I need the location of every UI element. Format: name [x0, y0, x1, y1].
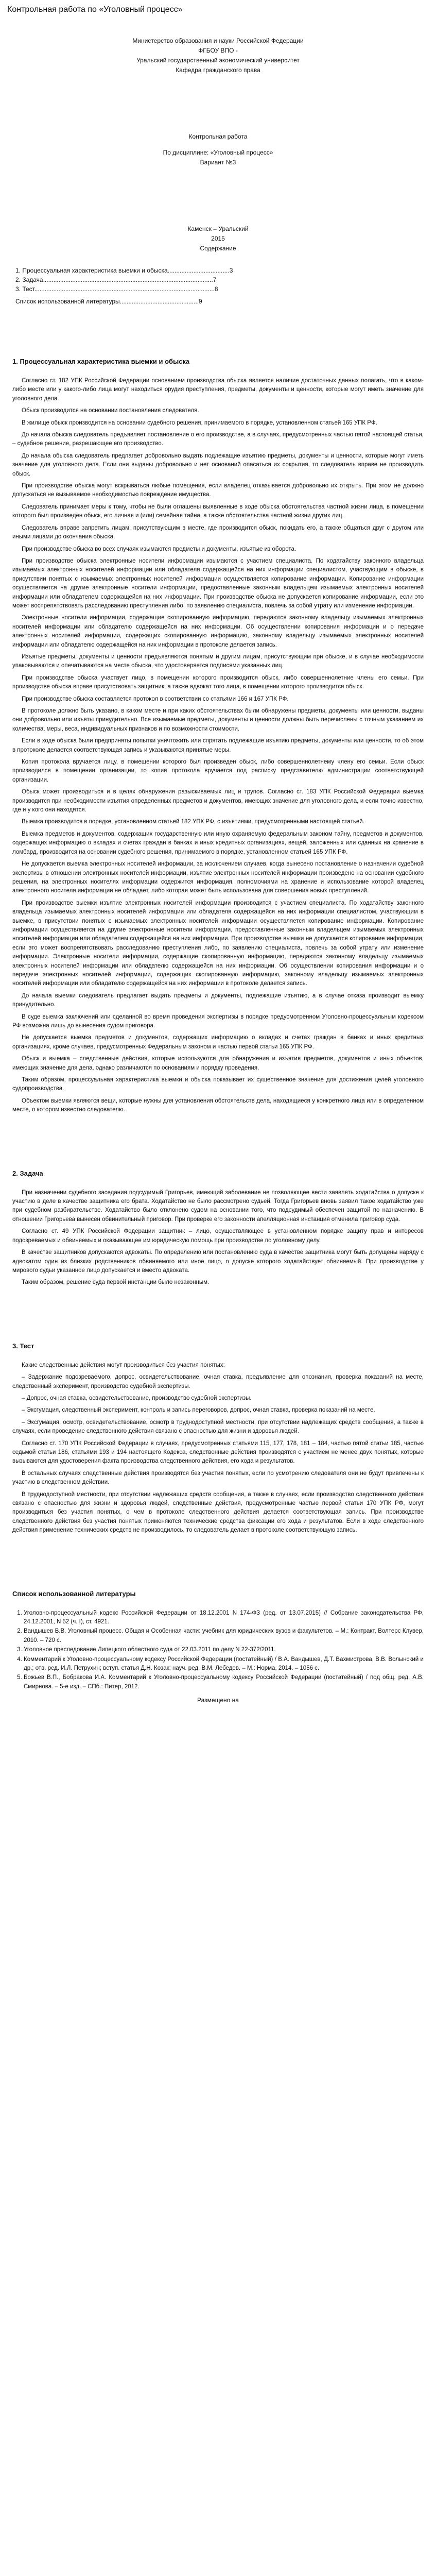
section-title: 3. Тест: [12, 1342, 34, 1350]
section-title: 2. Задача: [12, 1169, 43, 1177]
paragraph: Выемка предметов и документов, содержащих государственную или иную охраняемую федеральным законом тайну, предметов и документов, содержащих информацию о вкладах и счетах граждан в банках и иных кредитных организациях, вещей, заложенных или сданных на хранение в ломбард, производится на основании судебного решения, принимаемого в порядке, установленном статьей 165 УПК РФ.: [12, 831, 424, 855]
paragraph: Обыск может производиться и в целях обнаружения разыскиваемых лиц и трупов. Согласно ст. 183 УПК Российской Федерации выемка производится при необходимости изъятия определенных предметов и документов, имеющих значение для уголовного дела, и если точно известно, где и у кого они находятся.: [12, 789, 424, 814]
title-page-work: [12, 132, 424, 167]
paragraph: Согласно ст. 182 УПК Российской Федерации основанием производства обыска является наличие достаточных данных полагать, что в каком-либо месте или у какого-либо лица могут находиться орудия преступления, предметы, документы и ценности, которые могут иметь значение для уголовного дела.: [12, 378, 424, 402]
section-title: 1. Процессуальная характеристика выемки и обыска: [12, 358, 190, 365]
paragraph: Какие следственные действия могут производиться без участия понятых:: [22, 1362, 225, 1368]
paragraph: В жилище обыск производится на основании судебного решения, принимаемого в порядке, установленном статьей 165 УПК РФ.: [22, 419, 377, 426]
reference-item: 2. Вандышев В.В. Уголовный процесс. Общая и Особенная части: учебник для юридических вузов и факультетов. – М.: Контракт, Волтерс Клувер, 2010. – 720 с.: [24, 1627, 424, 1645]
discipline: По дисциплине: «Уголовный процесс»: [163, 149, 273, 156]
contents-label: Содержание: [200, 245, 236, 252]
paragraph: При производстве обыска электронные носители информации изымаются с участием специалиста. По ходатайству законного владельца изымаемых электронных носителей информации или обладателя содержащейся на них информации специалистом, участвующим в обыске, в присутствии понятых с изымаемых электронных носителей информации осуществляется копирование информации. Копирование информации осуществляется на другие электронные носители информации, предоставленные законным владельцем изымаемых электронных носителей информации или обладателем содержащейся на них информации. При производстве обыска не допускается копирование информации, если это может воспрепятствовать расследованию преступления либо, по заявлению специалиста, повлечь за собой утрату или изменение информации.: [12, 557, 424, 609]
page-title: Контрольная работа по «Уголовный процесс»: [7, 5, 183, 14]
paragraph: Если в ходе обыска были предприняты попытки уничтожить или спрятать подлежащие изъятию предметы, документы или ценности, то об этом в протоколе делается соответствующая запись и указываются принятые меры.: [12, 738, 424, 753]
paragraph: До начала обыска следователь предлагает добровольно выдать подлежащие изъятию предметы, документы и ценности, которые могут иметь значение для уголовного дела. Если они выданы добровольно и нет оснований опасаться их сокрытия, то следователь вправе не производить обыск.: [12, 452, 424, 477]
paragraph: Обыск и выемка – следственные действия, которые используются для обнаружения и изъятия предметов, документов и иных объектов, имеющих значение для дела, однако различаются по основаниям и порядку проведения.: [12, 1056, 424, 1071]
paragraph: Таким образом, решение суда первой инстанции было незаконным.: [22, 1279, 210, 1286]
reference-item: 4. Комментарий к Уголовно-процессуальному кодексу Российской Федерации (постатейный) / В.А. Вандышев, Д.Т. Вахмистрова, В.В. Волынский и др.; отв. ред. И.Л. Петрухин; вступ. статья Д.Н. Козак; науч. ред. В.М. Лебедев. – М.: Норма, 2014. – 1056 с.: [24, 1655, 424, 1673]
paragraph: Копия протокола вручается лицу, в помещении которого был произведен обыск, либо совершеннолетнему члену его семьи. Если обыск производился в помещении организации, то копия протокола вручается под расписку представителю администрации соответствующей организации.: [12, 759, 424, 783]
paragraph: При производстве обыска составляется протокол в соответствии со статьями 166 и 167 УПК РФ.: [22, 696, 289, 702]
work-type: Контрольная работа: [188, 133, 248, 140]
paragraph: При производстве обыска во всех случаях изымаются предметы и документы, изъятые из оборота.: [22, 546, 297, 552]
department-line: Кафедра гражданского права: [176, 66, 260, 74]
references-title: Список использованной литературы: [12, 1589, 136, 1598]
paragraph: При производстве обыска могут вскрываться любые помещения, если владелец отказывается добровольно их открыть. При этом не должно допускаться не вызываемое необходимостью повреждение имущества.: [12, 483, 424, 498]
paragraph: Таким образом, процессуальная характеристика выемки и обыска показывает их существенное значение для достижения целей уголовного судопроизводства.: [12, 1077, 424, 1092]
section-2-body: [12, 1189, 424, 1287]
paragraph: При производстве выемки изъятие электронных носителей информации производится с участием специалиста. По ходатайству законного владельца изымаемых электронных носителей информации или обладателя содержащейся на них информации специалистом, участвующим в выемке, в присутствии понятых с изымаемых электронных носителей информации осуществляется копирование информации. Копирование информации осуществляется на другие электронные носители информации, предоставленные законным владельцем изымаемых электронных носителей информации или обладателем содержащейся на них информации. При производстве выемки не допускается копирование информации, если это может воспрепятствовать расследованию преступления либо, по заявлению специалиста, повлечь за собой утрату или изменение информации. Электронные носители информации, содержащие скопированную информацию, передаются законному владельцу изымаемых электронных носителей информации или обладателю содержащейся на них информации. Об осуществлении копирования информации и о передаче электронных носителей информации, содержащих скопированную информацию, законному владельцу изымаемых электронных носителей информации или обладателю содержащейся на них информации в протоколе делается запись.: [12, 900, 424, 987]
paragraph: В протоколе должно быть указано, в каком месте и при каких обстоятельствах были обнаружены предметы, документы или ценности, выданы они добровольно или изъяты принудительно. Все изымаемые предметы, документы и ценности должны быть перечислены с точным указанием их количества, меры, веса, индивидуальных признаков и по возможности стоимости.: [12, 708, 424, 732]
paragraph: Не допускается выемка электронных носителей информации, за исключением случаев, когда вынесено постановление о назначении судебной экспертизы в отношении электронных носителей информации, изъятие электронных носителей информации произведено на основании судебного решения, на электронных носителях информации содержится информация, полномочиями на хранение и использование которой владелец электронного носителя информации не обладает, либо которая может быть использована для совершения новых преступлений.: [12, 861, 424, 894]
paragraph: Объектом выемки являются вещи, которые нужны для установления обстоятельств дела, находящиеся у конкретного лица или в определенном месте, о котором известно следователю.: [12, 1097, 424, 1113]
paragraph: При производстве обыска участвует лицо, в помещении которого производится обыск, либо совершеннолетние члены его семьи. При производстве обыска вправе присутствовать защитник, а также адвокат того лица, в помещении которого производится обыск.: [12, 674, 424, 690]
paragraph: Согласно ст. 49 УПК Российской Федерации защитник – лицо, осуществляющее в установленном порядке защиту прав и интересов подозреваемых и обвиняемых и оказывающее им юридическую помощь при производстве по уголовному делу.: [12, 1228, 424, 1244]
paragraph: В труднодоступной местности, при отсутствии надлежащих средств сообщения, а также в случаях, если производство следственного действия связано с опасностью для жизни и здоровья людей, следственные действия, предусмотренные частью первой статьи 170 УПК РФ, могут производиться без участия понятых, о чем в протоколе следственного действия делается соответствующая запись. При производстве следственного действия без участия понятых применяются технические средства фиксации его хода и результатов. Если в ходе следственного действия применение технических средств не производилось, то следователь делает в протоколе соответствующую запись.: [12, 1491, 424, 1534]
agency-line: ФГБОУ ВПО -: [198, 47, 238, 54]
paragraph: В качестве защитников допускаются адвокаты. По определению или постановлению суда в качестве защитника могут быть допущены наряду с адвокатом один из близких родственников обвиняемого или иное лицо, о допуске которого ходатайствует обвиняемый. При производстве у мирового судьи указанное лицо допускается и вместо адвоката.: [12, 1249, 424, 1274]
document-sheet: [12, 19, 424, 1704]
year: 2015: [211, 235, 225, 242]
reference-item: 5. Божьев В.П., Бобракова И.А. Комментарий к Уголовно-процессуальному кодексу Российской Федерации (постатейный) / под общ. ред. А.В. Смирнова. – 5-е изд. – СПб.: Питер, 2012.: [24, 1673, 424, 1691]
ministry-line: Министерство образования и науки Российской Федерации: [132, 37, 304, 44]
paragraph: Не допускается выемка предметов и документов, содержащих информацию о вкладах и счетах граждан в банках и иных кредитных организациях, кроме случаев, предусмотренных Федеральным законом и частью первой статьи 165 УПК РФ.: [12, 1035, 424, 1050]
paragraph: В суде выемка заключений или сделанной во время проведения экспертизы в порядке предусмотренном Уголовно-процессуальным кодексом РФ возможна лишь до вынесения судом приговора.: [12, 1013, 424, 1029]
title-page-footer: [12, 224, 424, 253]
reference-item: 3. Уголовное преследование Липецкого областного суда от 22.03.2011 по делу N 22-372/2011.: [24, 1646, 424, 1654]
university-line: Уральский государственный экономический университет: [136, 57, 300, 64]
references-list: [12, 1609, 424, 1692]
toc-item[interactable]: 1. Процессуальная характеристика выемки и обыска....................................3: [15, 267, 233, 274]
paragraph: До начала обыска следователь предъявляет постановление о его производстве, а в случаях, предусмотренных частью пятой настоящей статьи, – судебное решение, разрешающее его производство.: [12, 432, 424, 447]
paragraph: – Задержание подозреваемого, допрос, освидетельствование, очная ставка, предъявление для опознания, проверка показаний на месте, следственный эксперимент, производство судебной экспертизы.: [12, 1374, 424, 1389]
paragraph: До начала выемки следователь предлагает выдать предметы и документы, подлежащие изъятию, а в случае отказа производит выемку принудительно.: [12, 992, 424, 1008]
paragraph: Электронные носители информации, содержащие скопированную информацию, передаются законному владельцу изымаемых электронных носителей информации или обладателю содержащейся на них информации. Об осуществлении копирования информации и о передаче электронных носителей информации, содержащих скопированную информацию, законному владельцу изымаемых электронных носителей информации или обладателю содержащейся на них информации в протоколе делается запись.: [12, 615, 424, 648]
paragraph: Следователь принимает меры к тому, чтобы не были оглашены выявленные в ходе обыска обстоятельства частной жизни лица, в помещении которого был произведен обыск, его личная и (или) семейная тайна, а также обстоятельства частной жизни других лиц.: [12, 503, 424, 519]
paragraph: – Эксгумация, следственный эксперимент, контроль и запись переговоров, допрос, очная ставка, проверка показаний на месте.: [22, 1407, 375, 1414]
toc-item[interactable]: 2. Задача...................................................................................................7: [15, 276, 217, 283]
city: Каменск – Уральский: [187, 225, 249, 232]
paragraph: Согласно ст. 170 УПК Российской Федерации в случаях, предусмотренных статьями 115, 177, 178, 181 – 184, частью пятой статьи 185, частью седьмой статьи 186, статьями 193 и 194 настоящего Кодекса, следственные действия производятся с участием не менее двух понятых, которые вызываются для удостоверения факта производства следственного действия, его хода и результатов.: [12, 1440, 424, 1465]
toc-item[interactable]: Список использованной литературы..............................................9: [15, 298, 202, 305]
section-3-body: [12, 1361, 424, 1535]
paragraph: Изъятые предметы, документы и ценности предъявляются понятым и другим лицам, присутствующим при обыске, и в случае необходимости упаковываются и опечатываются на месте обыска, что удостоверяется подписями указанных лиц.: [12, 653, 424, 669]
paragraph: В остальных случаях следственные действия производятся без участия понятых, если по усмотрению следователя они не будут привлечены к участию в следственном действии.: [12, 1470, 424, 1486]
paragraph: – Допрос, очная ставка, освидетельствование, производство судебной экспертизы.: [22, 1395, 252, 1401]
footer-note: Размещено на: [197, 1697, 239, 1704]
paragraph: Выемка производится в порядке, установленном статьей 182 УПК РФ, с изъятиями, предусмотренными настоящей статьей.: [22, 819, 364, 825]
paragraph: Следователь вправе запретить лицам, присутствующим в месте, где производится обыск, покидать его, а также общаться друг с другом или иными лицами до окончания обыска.: [12, 524, 424, 540]
title-page-header: [12, 36, 424, 75]
table-of-contents: [15, 266, 424, 306]
paragraph: Обыск производится на основании постановления следователя.: [22, 408, 199, 414]
paragraph: – Эксгумация, осмотр, освидетельствование, осмотр в труднодоступной местности, при отсутствии надлежащих средств сообщения, а также в случаях, если проведение следственного действия связано с опасностью для жизни и здоровья людей.: [12, 1419, 424, 1435]
toc-item[interactable]: 3. Тест.........................................................................................................8: [15, 285, 218, 293]
reference-item: 1. Уголовно-процессуальный кодекс Российской Федерации от 18.12.2001 N 174-ФЗ (ред. от 13.07.2015) // Собрание законодательства РФ, 24.12.2001, N 52 (ч. I), ст. 4921.: [24, 1609, 424, 1627]
section-1-body: [12, 377, 424, 1115]
variant: Вариант №3: [200, 159, 236, 166]
paragraph: При назначении судебного заседания подсудимый Григорьев, имеющий заболевание не позволяющее вести заявлять ходатайства о допуске к участию в деле в качестве защитника его брата. Ходатайство не было рассмотрено судьей. Тогда Григорьев вновь заявил такое ходатайство уже при судебном разбирательстве. Ходатайство было отклонено судом на основании того, что подсудимый обеспечен защитой по назначению. В отношении Григорьева вынесен обвинительный приговор. При проверке его законности апелляционная инстанция отменила приговор суда.: [12, 1189, 424, 1223]
